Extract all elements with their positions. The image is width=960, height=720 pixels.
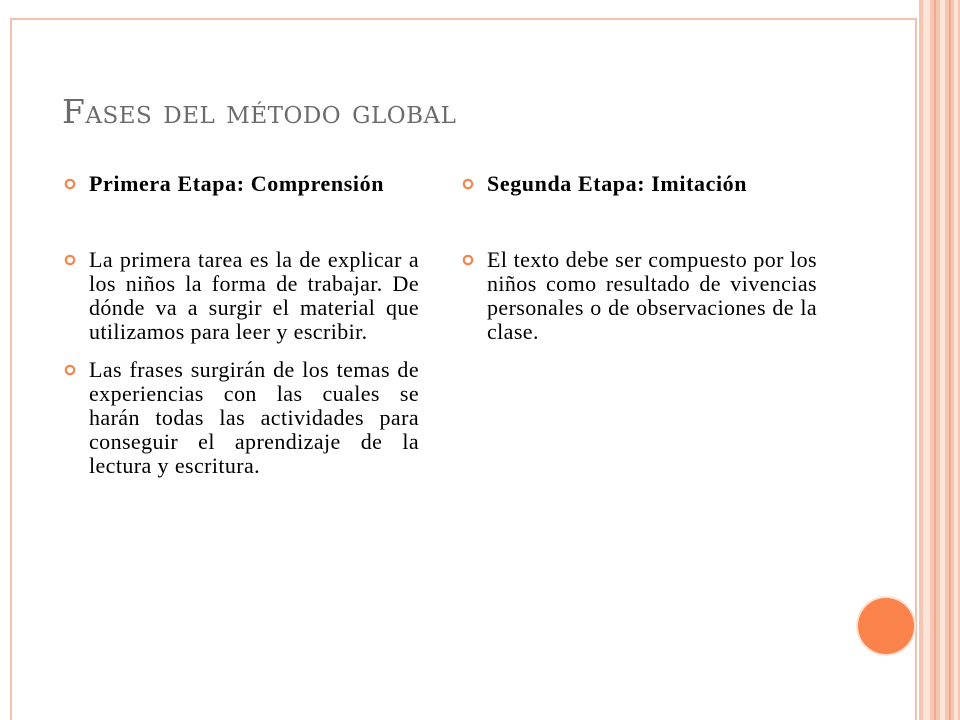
bullet-text: Las frases surgirán de los temas de experiencias con las cuales se harán todas las actividades para conseguir el aprendizaje de la lectura y escritura.	[89, 357, 419, 478]
bullet-item	[462, 172, 817, 196]
bullet-text: La primera tarea es la de explicar a los niños la forma de trabajar. De dónde va a surgir el material que utilizamos para leer y escribir.	[89, 247, 419, 344]
bullet-item	[64, 172, 419, 196]
slide-title: Fases del método global	[62, 92, 457, 131]
bullet-item	[64, 358, 419, 478]
stripe-light	[940, 0, 945, 720]
bullet-item	[64, 248, 419, 344]
hollow-circle-bullet-icon	[64, 364, 76, 376]
stripe-light	[923, 0, 930, 720]
decorative-circle	[858, 598, 914, 654]
stripe-line	[934, 0, 936, 720]
hollow-circle-bullet-icon	[462, 178, 474, 190]
right-column	[462, 172, 817, 358]
bullet-text: El texto debe ser compuesto por los niños como resultado de vivencias personales o de observaciones de la clase.	[487, 247, 817, 344]
decorative-stripes	[919, 0, 960, 720]
hollow-circle-bullet-icon	[64, 254, 76, 266]
stage-heading: Segunda Etapa: Imitación	[487, 171, 748, 196]
stage-heading: Primera Etapa: Comprensión	[89, 171, 385, 196]
hollow-circle-bullet-icon	[462, 254, 474, 266]
bullet-item	[462, 248, 817, 344]
stripe-light	[954, 0, 958, 720]
hollow-circle-bullet-icon	[64, 178, 76, 190]
left-column	[64, 172, 419, 492]
stripe-line	[949, 0, 951, 720]
